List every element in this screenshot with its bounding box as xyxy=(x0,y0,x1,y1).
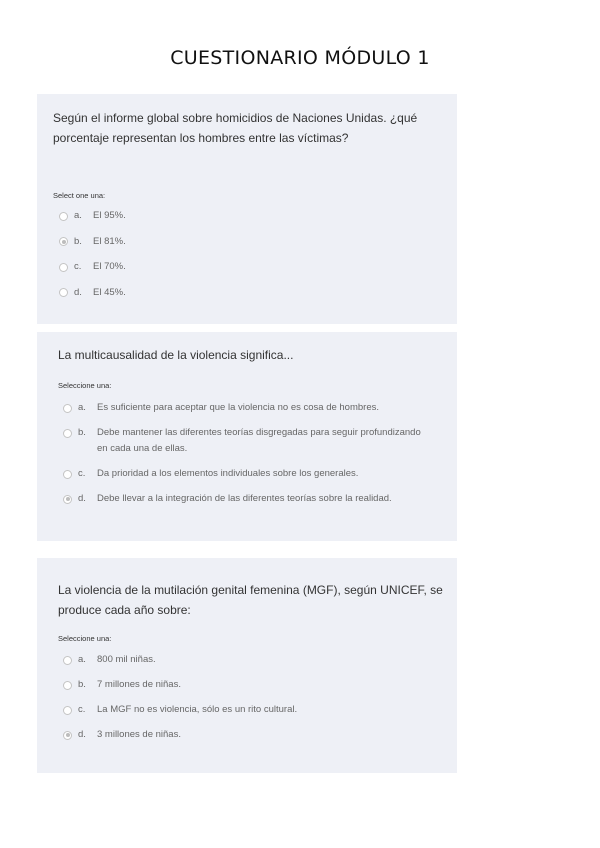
answer-option-c[interactable] xyxy=(63,466,432,482)
radio-button-checked-icon[interactable] xyxy=(59,237,68,246)
radio-button-icon[interactable] xyxy=(63,681,72,690)
answer-option-d[interactable] xyxy=(59,285,126,311)
option-letter: d. xyxy=(78,493,86,504)
select-one-label: Seleccione una: xyxy=(58,381,112,390)
radio-button-icon[interactable] xyxy=(63,470,72,479)
option-letter: b. xyxy=(74,235,82,247)
question-text: La multicausalidad de la violencia significa... xyxy=(58,348,294,362)
option-text: El 45%. xyxy=(93,286,126,298)
option-text: 7 millones de niñas. xyxy=(97,679,181,690)
answer-option-d[interactable] xyxy=(63,727,297,752)
option-letter: a. xyxy=(78,402,86,413)
option-letter: b. xyxy=(78,427,86,438)
radio-button-icon[interactable] xyxy=(63,404,72,413)
radio-button-icon[interactable] xyxy=(59,263,68,272)
select-one-label: Seleccione una: xyxy=(58,634,112,643)
radio-button-icon[interactable] xyxy=(63,656,72,665)
question-text: La violencia de la mutilación genital femenina (MGF), según UNICEF, se produce cada año sobre: xyxy=(58,583,443,617)
option-text: Debe mantener las diferentes teorías disgregadas para seguir profundizando en cada una de ellas. xyxy=(97,427,421,454)
answer-option-a[interactable] xyxy=(63,652,297,677)
page-title: CUESTIONARIO MÓDULO 1 xyxy=(170,47,430,69)
answer-option-a[interactable] xyxy=(59,208,126,234)
option-text: 3 millones de niñas. xyxy=(97,729,181,740)
option-text: La MGF no es violencia, sólo es un rito cultural. xyxy=(97,704,298,715)
option-text: Es suficiente para aceptar que la violencia no es cosa de hombres. xyxy=(97,402,379,413)
radio-button-icon[interactable] xyxy=(59,288,68,297)
option-text: 800 mil niñas. xyxy=(97,654,156,665)
radio-button-icon[interactable] xyxy=(63,429,72,438)
answer-option-d[interactable] xyxy=(63,491,432,507)
question-text: Según el informe global sobre homicidios de Naciones Unidas. ¿qué porcentaje representan los hombres entre las víctimas? xyxy=(53,111,418,145)
option-letter: d. xyxy=(78,729,86,740)
option-text: Debe llevar a la integración de las diferentes teorías sobre la realidad. xyxy=(97,493,392,504)
radio-button-checked-icon[interactable] xyxy=(63,731,72,740)
option-letter: c. xyxy=(74,261,82,272)
select-one-label: Select one una: xyxy=(53,191,106,200)
option-letter: a. xyxy=(78,654,86,665)
answer-option-b[interactable] xyxy=(63,677,297,702)
option-text: El 70%. xyxy=(93,261,126,272)
options-list xyxy=(59,208,126,310)
question-card-3 xyxy=(37,558,457,773)
answer-option-c[interactable] xyxy=(63,702,297,727)
radio-button-icon[interactable] xyxy=(59,212,68,221)
options-list xyxy=(63,652,297,752)
radio-button-checked-icon[interactable] xyxy=(63,495,72,504)
option-letter: a. xyxy=(74,210,82,221)
answer-option-b[interactable] xyxy=(63,425,432,457)
option-letter: c. xyxy=(78,704,86,715)
option-text: El 81%. xyxy=(93,235,126,247)
radio-button-icon[interactable] xyxy=(63,706,72,715)
question-card-1 xyxy=(37,94,457,324)
option-text: Da prioridad a los elementos individuales sobre los generales. xyxy=(97,468,359,479)
option-text: El 95%. xyxy=(93,210,126,221)
option-letter: c. xyxy=(78,468,86,479)
options-list xyxy=(63,400,432,516)
answer-option-a[interactable] xyxy=(63,400,432,416)
answer-option-b[interactable] xyxy=(59,234,126,260)
option-letter: d. xyxy=(74,286,82,298)
option-letter: b. xyxy=(78,679,86,690)
answer-option-c[interactable] xyxy=(59,259,126,285)
question-card-2 xyxy=(37,332,457,541)
